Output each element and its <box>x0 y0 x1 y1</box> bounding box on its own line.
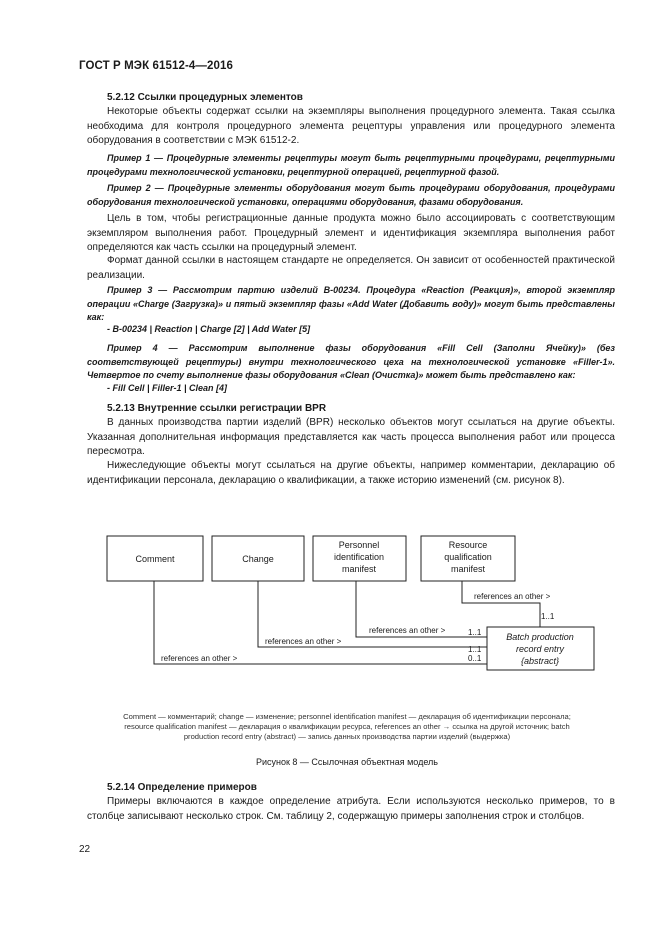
ref-label-resource: references an other > <box>474 592 551 601</box>
batch-label-line-1: Batch production <box>506 632 574 642</box>
paragraph: В данных производства партии изделий (BPR) несколько объектов могут ссылаться на другие объекты. Указанная дополнительная информация представляется как часть процесса выполнения работ или процесса пересмотра. <box>87 417 615 458</box>
resource-label-line-1: Resource <box>448 540 488 550</box>
personnel-label-line-1: Personnel <box>338 540 380 550</box>
connector-comment <box>154 581 487 664</box>
batch-label-line-2: record entry <box>515 644 565 654</box>
paragraph: Формат данной ссылки в настоящем стандарте не определяется. Он зависит от особенностей практической реализации. <box>87 255 615 281</box>
personnel-label-line-2: identification <box>333 552 385 562</box>
section-heading-5-2-12: 5.2.12 Ссылки процедурных элементов <box>107 92 303 103</box>
example-2: Пример 2 — Процедурные элементы оборудования могут быть процедурами оборудования, процедурами оборудования технологической установки, операциями оборудования, фазами оборудования. <box>87 183 615 207</box>
example-3-item: - B-00234 | Reaction | Charge [2] | Add Water [5] <box>107 324 311 334</box>
comment-label: Comment <box>135 554 175 564</box>
paragraph: Примеры включаются в каждое определение атрибута. Если используются несколько примеров, то в столбце записывают несколько строк. См. таблицу 2, содержащую примеры заполнения строк и столбцов. <box>87 796 615 822</box>
figure-caption: Рисунок 8 — Ссылочная объектная модель <box>255 757 438 767</box>
mult-change: 1..1 <box>468 645 482 654</box>
ref-label-personnel: references an other > <box>369 626 446 635</box>
paragraph: Нижеследующие объекты могут ссылаться на другие объекты, например комментарии, декларацию об идентификации персонала, декларацию о квалификации, а также историю изменений (см. рисунок 8). <box>87 460 615 486</box>
figure-legend-line-3: production record entry (abstract) — запись данных производства партии изделий (выдержка) <box>183 732 511 741</box>
example-1: Пример 1 — Процедурные элементы рецептуры могут быть рецептурными процедурами, рецептурными процедурами технологической установки, рецептурной операцией, рецептурной фазой. <box>87 153 615 177</box>
section-heading-5-2-13: 5.2.13 Внутренние ссылки регистрации BPR <box>107 403 327 414</box>
ref-label-change: references an other > <box>265 637 342 646</box>
ref-label-comment: references an other > <box>161 654 238 663</box>
example-4: Пример 4 — Рассмотрим выполнение фазы оборудования «Fill Cell (Заполни Ячейку)» (без соответствующей рецептуры) внутри технологического цеха на технологической установке «Filler-1». Четвертое по счету выполнение фазы оборудования «Clean (Очистка)» может быть представлено как: <box>87 343 615 381</box>
figure-legend-line-2: resource qualification manifest — декларация о квалификации ресурса, references an other → ссылка на другой источник; batch <box>124 722 570 731</box>
resource-label-line-3: manifest <box>450 564 486 574</box>
mult-personnel: 1..1 <box>468 628 482 637</box>
mult-comment: 0..1 <box>468 654 482 663</box>
page-number: 22 <box>79 844 91 855</box>
paragraph: Цель в том, чтобы регистрационные данные продукта можно было ассоциировать с соответствующим экземпляром выполнения работ. Процедурный элемент и идентификация экземпляра выполнения работ определяются как часть ссылки на процедурный элемент. <box>87 213 615 254</box>
resource-label-line-2: qualification <box>444 552 492 562</box>
change-label: Change <box>242 554 274 564</box>
paragraph: Некоторые объекты содержат ссылки на экземпляры выполнения процедурного элемента. Такая ссылка необходима для контроля процедурного элемента рецептуры управления или процедурного элемента оборудования в соответствии с МЭК 61512-2. <box>87 106 615 147</box>
batch-label-line-3: {abstract} <box>520 656 560 666</box>
personnel-label-line-3: manifest <box>341 564 377 574</box>
document-header: ГОСТ Р МЭК 61512-4—2016 <box>79 60 233 72</box>
connector-resource <box>462 581 540 627</box>
example-4-item: - Fill Cell | Filler-1 | Clean [4] <box>107 383 228 393</box>
example-3: Пример 3 — Рассмотрим партию изделий B-00234. Процедура «Reaction (Реакция)», второй экземпляр операции «Charge (Загрузка)» и пятый экземпляр фазы «Add Water (Добавить воду)» могут быть представлены как: <box>87 285 615 323</box>
section-heading-5-2-14: 5.2.14 Определение примеров <box>107 782 257 793</box>
figure-legend-line-1: Comment — комментарий; change — изменение; personnel identification manifest — декларация об идентификации персонала; <box>123 712 571 721</box>
mult-resource: 1..1 <box>541 612 555 621</box>
